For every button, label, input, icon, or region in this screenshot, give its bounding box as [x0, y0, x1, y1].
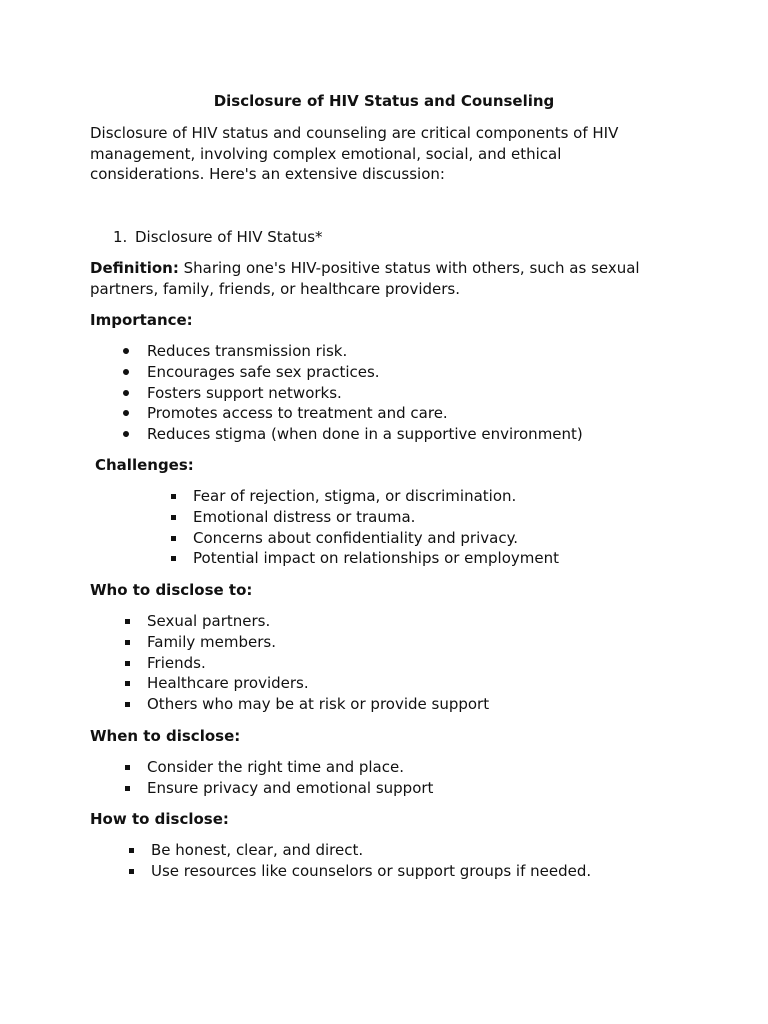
bullet-square-icon — [129, 869, 134, 874]
bullet-square-icon — [125, 681, 130, 686]
list-item: Fear of rejection, stigma, or discrimination. — [171, 486, 559, 507]
list-item: Fosters support networks. — [123, 383, 583, 404]
bullet-square-icon — [125, 765, 130, 770]
bullet-square-icon — [171, 536, 176, 541]
bullet-square-icon — [125, 661, 130, 666]
bullet-square-icon — [125, 702, 130, 707]
list-item: Concerns about confidentiality and privacy. — [171, 528, 559, 549]
numbered-item-label: Disclosure of HIV Status* — [135, 228, 323, 246]
list-item: Emotional distress or trauma. — [171, 507, 559, 528]
list-item: Reduces stigma (when done in a supportive environment) — [123, 424, 583, 445]
bullet-dot-icon — [123, 348, 129, 354]
list-item: Friends. — [125, 653, 489, 674]
importance-list — [123, 341, 583, 445]
bullet-square-icon — [125, 619, 130, 624]
definition-text: Sharing one's HIV-positive status with others, such as sexual partners, family, friends, or healthcare providers. — [90, 259, 640, 298]
list-item: Potential impact on relationships or employment — [171, 548, 559, 569]
numbered-item-number: 1. — [113, 228, 128, 246]
bullet-dot-icon — [123, 390, 129, 396]
how-list — [129, 840, 591, 882]
how-heading: How to disclose: — [90, 810, 229, 828]
definition-label: Definition: — [90, 259, 179, 277]
when-list — [125, 757, 433, 799]
numbered-item-1 — [113, 227, 323, 247]
list-item: Family members. — [125, 632, 489, 653]
bullet-dot-icon — [123, 369, 129, 375]
list-item: Be honest, clear, and direct. — [129, 840, 591, 861]
list-item: Ensure privacy and emotional support — [125, 778, 433, 799]
list-item: Promotes access to treatment and care. — [123, 403, 583, 424]
bullet-dot-icon — [123, 410, 129, 416]
document-title: Disclosure of HIV Status and Counseling — [213, 92, 555, 110]
list-item: Use resources like counselors or support groups if needed. — [129, 861, 591, 882]
list-item: Others who may be at risk or provide support — [125, 694, 489, 715]
list-item: Sexual partners. — [125, 611, 489, 632]
who-list — [125, 611, 489, 715]
challenges-heading: Challenges: — [95, 456, 194, 474]
who-heading: Who to disclose to: — [90, 581, 253, 599]
importance-heading: Importance: — [90, 311, 193, 329]
list-item: Reduces transmission risk. — [123, 341, 583, 362]
definition-paragraph — [90, 258, 680, 299]
bullet-square-icon — [171, 515, 176, 520]
bullet-square-icon — [129, 848, 134, 853]
bullet-square-icon — [125, 640, 130, 645]
bullet-dot-icon — [123, 431, 129, 437]
when-heading: When to disclose: — [90, 727, 241, 745]
list-item: Healthcare providers. — [125, 673, 489, 694]
intro-paragraph: Disclosure of HIV status and counseling are critical components of HIV management, involving complex emotional, social, and ethical considerations. Here's an extensive discussion: — [90, 124, 619, 184]
challenges-list — [171, 486, 559, 569]
list-item: Consider the right time and place. — [125, 757, 433, 778]
list-item: Encourages safe sex practices. — [123, 362, 583, 383]
bullet-square-icon — [125, 786, 130, 791]
bullet-square-icon — [171, 556, 176, 561]
bullet-square-icon — [171, 494, 176, 499]
